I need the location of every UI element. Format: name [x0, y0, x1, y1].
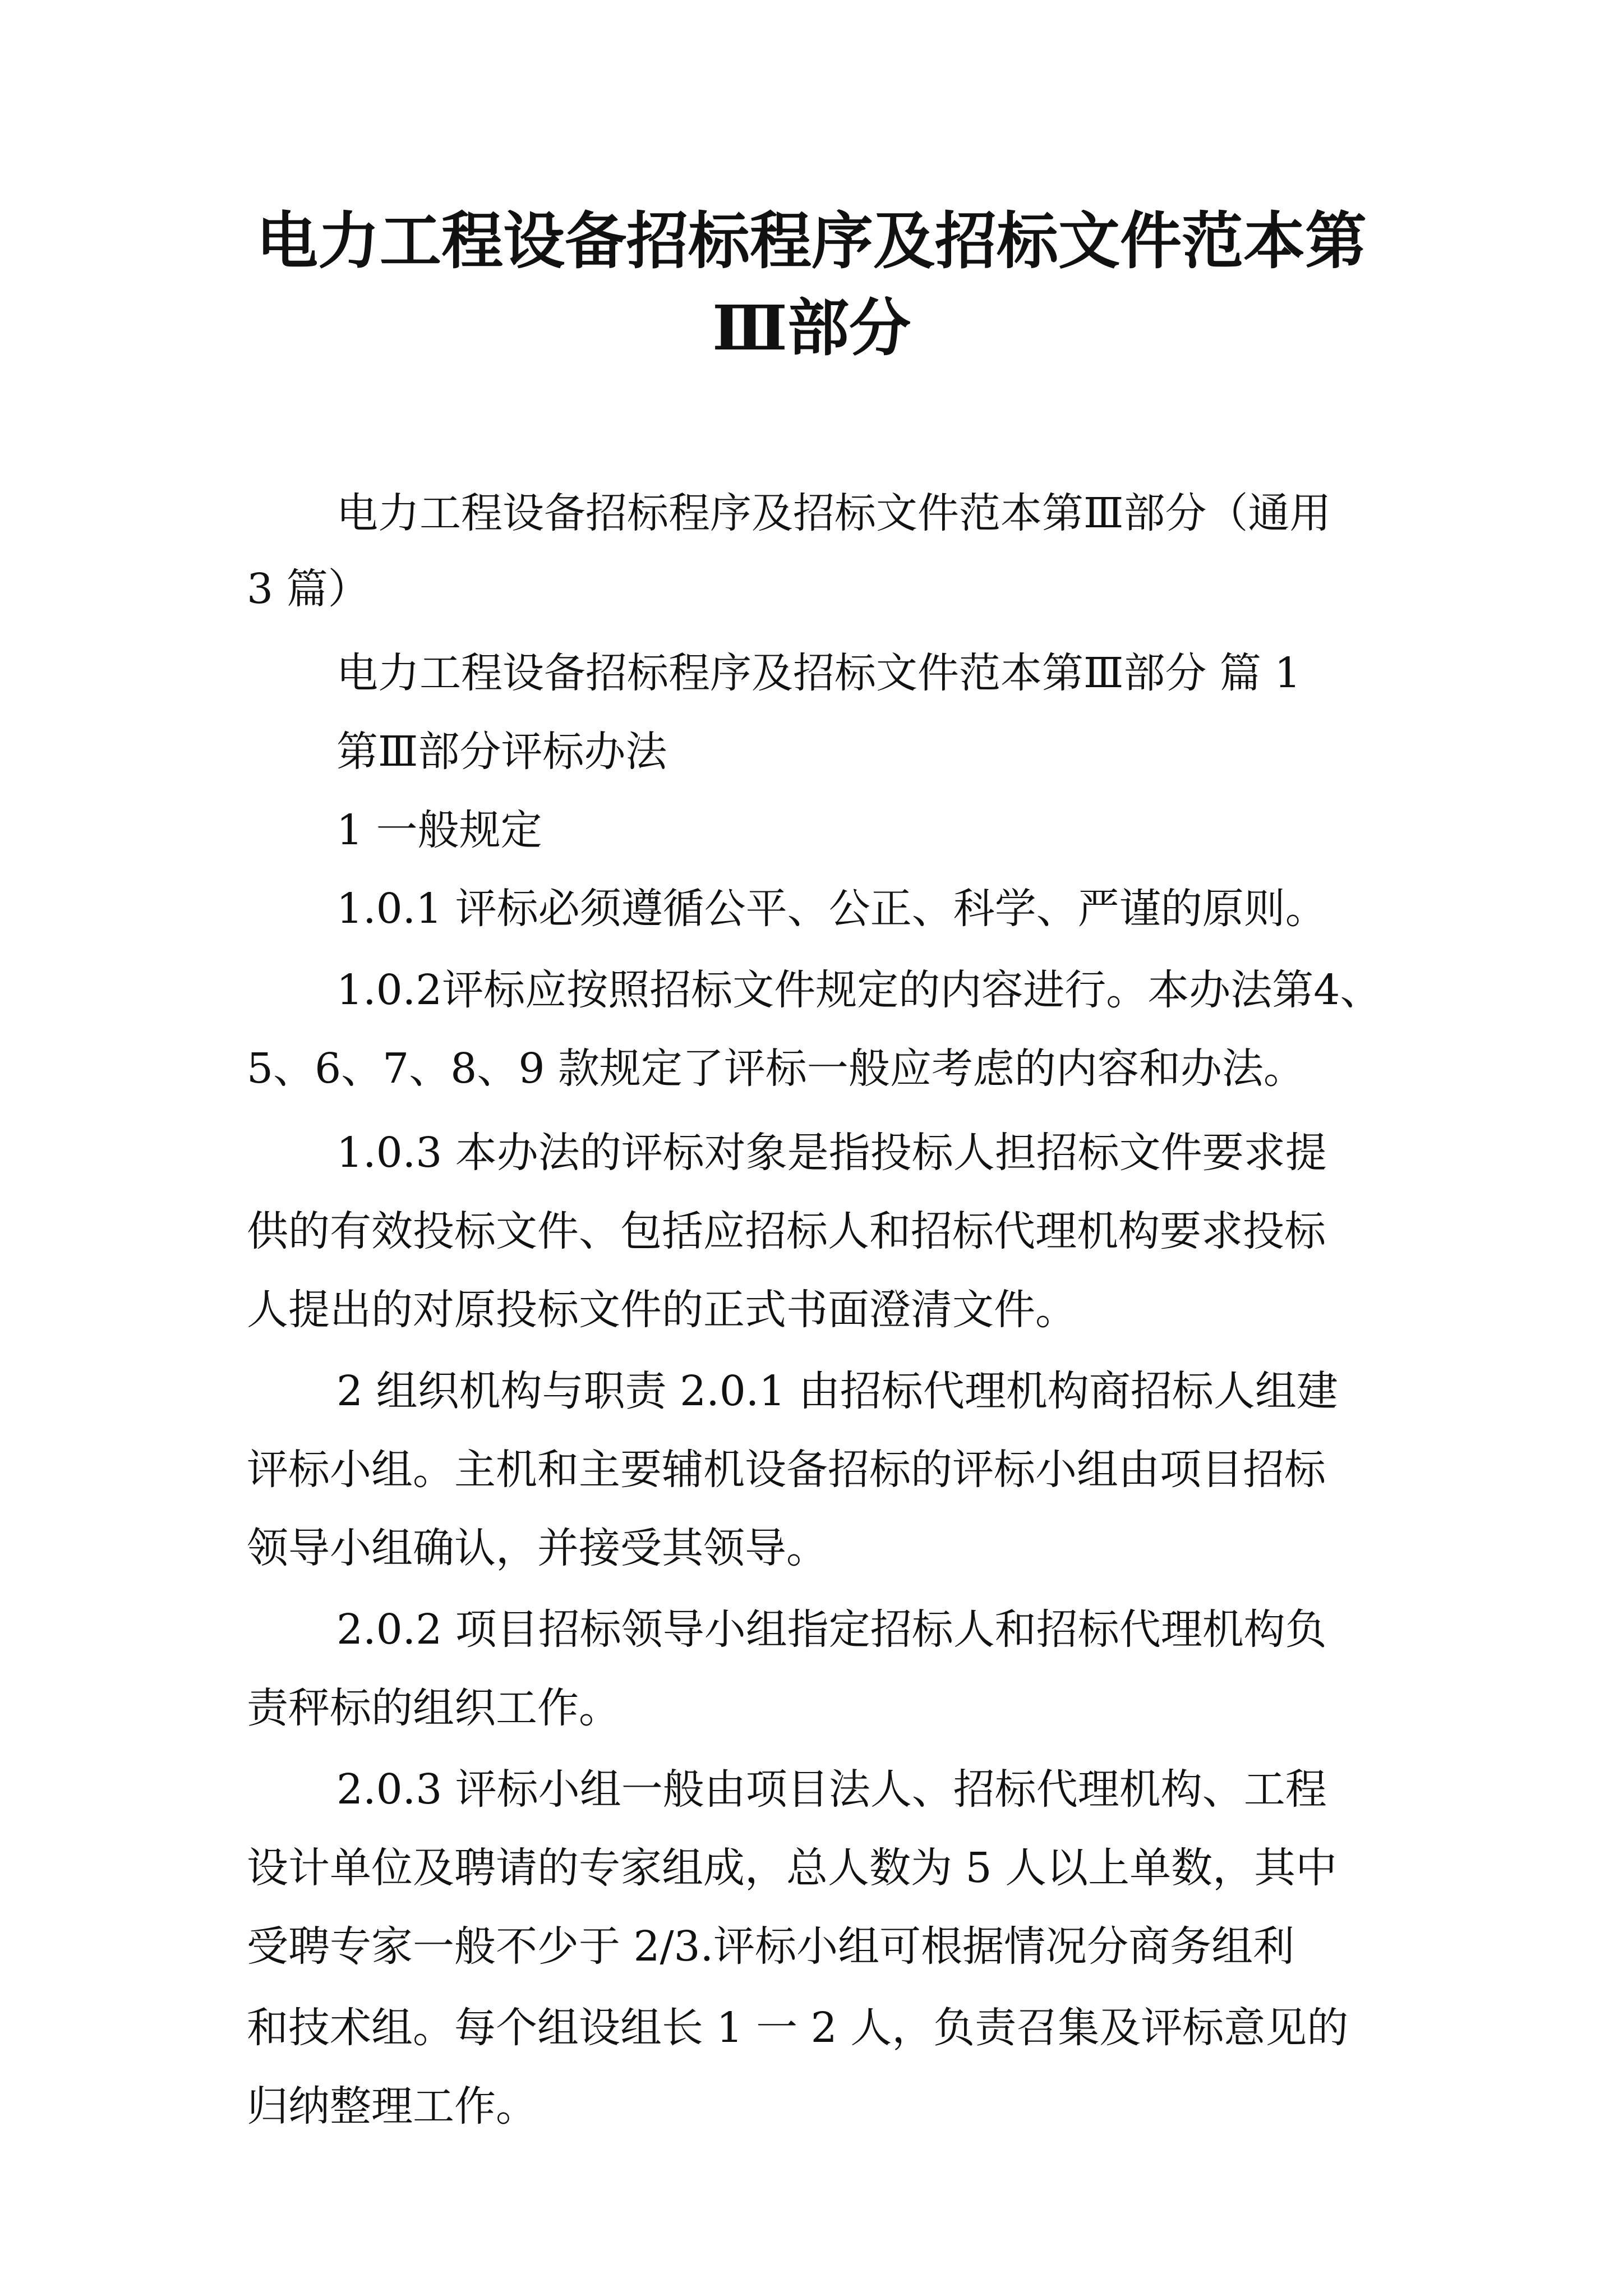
paragraph-line: 2.0.2 项目招标领导小组指定招标人和招标代理机构负 — [336, 1605, 1327, 1654]
section-heading: 第Ⅲ部分评标办法 — [336, 728, 667, 776]
paragraph-line: 1.0.1 评标必须遵循公平、公正、科学、严谨的原则。 — [336, 885, 1327, 933]
paragraph-line: 电力工程设备招标程序及招标文件范本第Ⅲ部分（通用 — [336, 489, 1331, 537]
paragraph-line: 受聘专家一般不少于 2/3.评标小组可根据情况分商务组利 — [247, 1922, 1295, 1971]
section-heading: 1 一般规定 — [336, 806, 542, 854]
paragraph-line: 2 组织机构与职责 2.0.1 由招标代理机构商招标人组建 — [336, 1367, 1338, 1415]
paragraph-line: 归纳整理工作。 — [247, 2082, 537, 2131]
paragraph-line: 评标小组。主机和主要辅机设备招标的评标小组由项目招标 — [247, 1446, 1326, 1494]
paragraph-line: 1.0.3 本办法的评标对象是指投标人担招标文件要求提 — [336, 1129, 1327, 1177]
paragraph-line: 领导小组确认，并接受其领导。 — [247, 1524, 828, 1572]
paragraph-line: 电力工程设备招标程序及招标文件范本第Ⅲ部分 篇 1 — [336, 649, 1301, 697]
paragraph-line: 人提出的对原投标文件的正式书面澄清文件。 — [247, 1286, 1077, 1334]
paragraph-line: 设计单位及聘请的专家组成，总人数为 5 人以上单数，其中 — [247, 1844, 1338, 1892]
paragraph-line: 2.0.3 评标小组一般由项目法人、招标代理机构、工程 — [336, 1765, 1327, 1814]
document-title-line-2: Ⅲ部分 — [712, 292, 911, 364]
paragraph-line: 责秤标的组织工作。 — [247, 1684, 620, 1732]
paragraph-line: 供的有效投标文件、包括应招标人和招标代理机构要求投标 — [247, 1207, 1326, 1255]
document-title-line-1: 电力工程设备招标程序及招标文件范本第 — [256, 205, 1367, 277]
paragraph-line: 1.0.2评标应按照招标文件规定的内容进行。本办法第4、 — [336, 966, 1382, 1014]
paragraph-line: 5、6、7、8、9 款规定了评标一般应考虑的内容和办法。 — [247, 1045, 1305, 1093]
paragraph-line: 3 篇） — [247, 565, 370, 613]
paragraph-line: 和技术组。每个组设组长 1 一 2 人，负责召集及评标意见的 — [247, 2004, 1349, 2052]
